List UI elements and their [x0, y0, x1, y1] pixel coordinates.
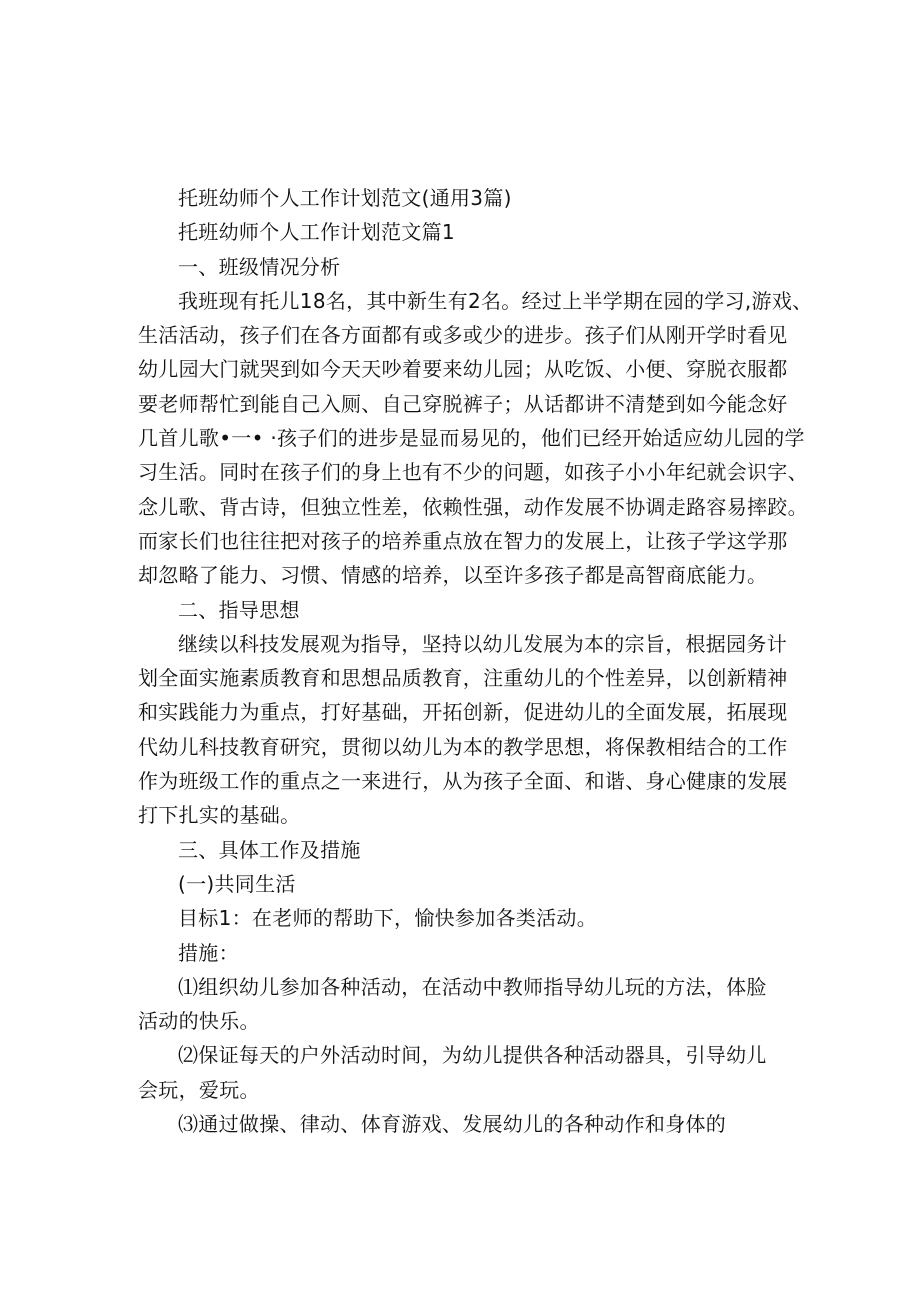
- doc-paragraph-line: 我班现有托儿18名，其中新生有2名。经过上半学期在园的学习,游戏、: [178, 288, 813, 313]
- doc-paragraph-line: 划全面实施素质教育和思想品质教育，注重幼儿的个性差异，以创新精神: [138, 666, 788, 691]
- doc-paragraph-line: 念儿歌、背古诗，但独立性差，依赖性强，动作发展不协调走路容易摔跤。: [138, 494, 808, 519]
- doc-title-line: 托班幼师个人工作计划范文(通用3篇): [178, 186, 512, 210]
- doc-paragraph-line: 要老师帮忙到能自己入厕、自己穿脱裤子；从话都讲不清楚到如今能念好: [138, 391, 788, 416]
- doc-paragraph-line: 会玩，爱玩。: [138, 1077, 260, 1102]
- doc-paragraph-line: 打下扎实的基础。: [138, 803, 301, 828]
- doc-paragraph-line: 继续以科技发展观为指导，坚持以幼儿发展为本的宗旨，根据园务计: [178, 631, 787, 656]
- doc-heading-line: 二、指导思想: [178, 597, 300, 622]
- doc-paragraph-line: ⑶通过做操、律动、体育游戏、发展幼儿的各种动作和身体的: [178, 1112, 727, 1137]
- document-body: [138, 181, 813, 1141]
- doc-paragraph-line: ⑵保证每天的户外活动时间，为幼儿提供各种活动器具，引导幼儿: [178, 1043, 767, 1068]
- doc-paragraph-line: ⑴组织幼儿参加各种活动，在活动中教师指导幼儿玩的方法，体脸: [178, 974, 767, 999]
- doc-paragraph-line: 活动的快乐。: [138, 1009, 260, 1034]
- doc-heading-line: 三、具体工作及措施: [178, 837, 361, 862]
- doc-paragraph-line: 目标1：在老师的帮助下，愉快参加各类活动。: [178, 906, 598, 931]
- doc-paragraph-line: 幼儿园大门就哭到如今天天吵着要来幼儿园；从吃饭、小便、穿脱衣服都: [138, 357, 788, 382]
- doc-paragraph-line: 几首儿歌•一• ·孩子们的进步是显而易见的，他们已经开始适应幼儿园的学: [138, 426, 805, 451]
- doc-paragraph-line: 习生活。同时在孩子们的身上也有不少的问题，如孩子小小年纪就会识字、: [138, 460, 808, 485]
- doc-paragraph-line: 代幼儿科技教育研究，贯彻以幼儿为本的教学思想，将保教相结合的工作: [138, 734, 788, 759]
- doc-paragraph-line: 却忽略了能力、习惯、情感的培养，以至许多孩子都是高智商底能力。: [138, 563, 768, 588]
- doc-subtitle-line: 托班幼师个人工作计划范文篇1: [178, 220, 455, 245]
- doc-paragraph-line: 措施：: [178, 940, 239, 965]
- doc-paragraph-line: 生活活动，孩子们在各方面都有或多或少的进步。孩子们从刚开学时看见: [138, 323, 788, 348]
- doc-heading-line: 一、班级情况分析: [178, 254, 341, 279]
- doc-heading-line: (一)共同生活: [178, 871, 296, 896]
- doc-paragraph-line: 和实践能力为重点，打好基础，开拓创新，促进幼儿的全面发展，拓展现: [138, 700, 788, 725]
- doc-paragraph-line: 而家长们也往往把对孩子的培养重点放在智力的发展上，让孩子学这学那: [138, 528, 788, 553]
- doc-paragraph-line: 作为班级工作的重点之一来进行，从为孩子全面、和谐、身心健康的发展: [138, 769, 788, 794]
